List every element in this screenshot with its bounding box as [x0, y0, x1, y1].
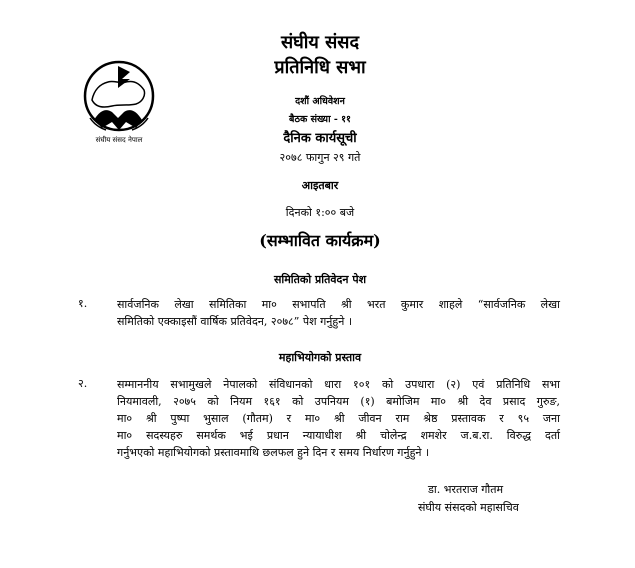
- signatory-title: संघीय संसदको महासचिव: [418, 501, 519, 514]
- item-number: २.: [78, 377, 88, 390]
- signatory-name: डा. भरतराज गौतम: [428, 483, 504, 496]
- document-title: संघीय संसद: [280, 32, 360, 53]
- meeting-time: दिनको १:०० बजे: [285, 206, 355, 219]
- agenda-item-2: [117, 376, 560, 461]
- section-heading-committee-report: समितिको प्रतिवेदन पेश: [273, 273, 367, 286]
- agenda-line: गर्नुभएको महाभियोगको प्रस्तावमाथि छलफल हुने दिन र समय निर्धारण गर्नुहुने ।: [117, 446, 430, 459]
- agenda-line: समितिको एक्काइसौं वार्षिक प्रतिवेदन, २०७८” पेश गर्नुहुने ।: [117, 315, 353, 328]
- agenda-line: सम्माननीय सभामुखले नेपालको संविधानको धारा १०१ को उपधारा (२) एवं प्रतिनिधि सभा: [117, 378, 560, 391]
- agenda-line: सार्वजनिक लेखा समितिका मा० सभापति श्री भरत कुमार शाहले “सार्वजनिक लेखा: [117, 298, 560, 311]
- agenda-line: नियमावली, २०७५ को नियम १६१ को उपनियम (१) बमोजिम मा० श्री देव प्रसाद गुरुङ,: [117, 395, 560, 408]
- program-title: (सम्भावित कार्यक्रम): [259, 231, 381, 250]
- section-heading-impeachment: महाभियोगको प्रस्ताव: [278, 351, 362, 364]
- meeting-number: बैठक संख्या - ११: [289, 114, 351, 125]
- weekday: आइतबार: [301, 179, 339, 192]
- emblem-caption: संघीय संसद नेपाल: [95, 136, 143, 144]
- agenda-date: २०७८ फागुन २९ गते: [279, 151, 361, 164]
- item-number: १.: [78, 297, 88, 310]
- session-label: दशौं अधिवेशन: [295, 96, 345, 107]
- agenda-line: मा० श्री पुष्पा भुसाल (गौतम) र मा० श्री जीवन राम श्रेष्ठ प्रस्तावक र ९५ जना: [117, 412, 560, 425]
- agenda-title: दैनिक कार्यसूची: [283, 131, 357, 146]
- agenda-item-1: [117, 296, 560, 330]
- agenda-line: मा० सदस्यहरु समर्थक भई प्रधान न्यायाधीश श्री चोलेन्द्र शमशेर ज.ब.रा. विरुद्ध दर्ता: [117, 429, 560, 442]
- document-subtitle: प्रतिनिधि सभा: [274, 57, 366, 78]
